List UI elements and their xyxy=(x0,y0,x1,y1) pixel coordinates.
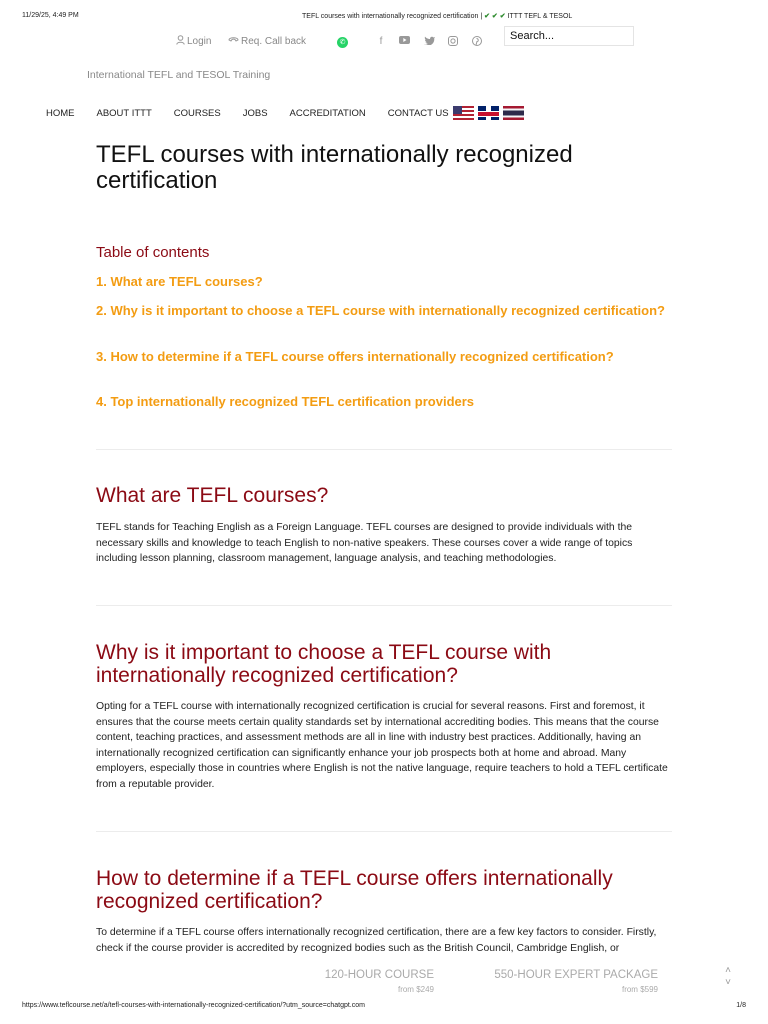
print-url: https://www.teflcourse.net/a/tefl-courses-with-internationally-recognized-certification/?utm_source=chatgpt.com xyxy=(22,1002,365,1009)
thailand-flag-icon[interactable] xyxy=(503,106,524,120)
package-price: from $599 xyxy=(621,985,658,994)
section-body: TEFL stands for Teaching English as a Foreign Language. TEFL courses are designed to provide individuals with the necessary skills and knowledge to teach English to non-native speakers. These courses cover a wide range of topics including lesson planning, classroom management, language analysis, and teaching methodologies. xyxy=(96,522,633,564)
print-datetime: 11/29/25, 4:49 PM xyxy=(22,12,79,19)
search-input[interactable] xyxy=(504,26,634,46)
section-body: Opting for a TEFL course with internationally recognized certification is crucial for several reasons. First and foremost, it ensures that the course meets certain quality standards set by international accrediting bodies. This means that the course content, teaching practices, and assessment methods are all in line with industry best practices. Additionally, having an internationally recognized certification can significantly enhance your job prospects both at home and abroad. Many employers, especially those in countries where English is not the native language, require teachers to hold a TEFL certificate from a reputable provider. xyxy=(96,701,668,790)
phone-icon xyxy=(228,35,239,48)
print-doc-title xyxy=(302,12,572,20)
toc-link-4[interactable]: 4. Top internationally recognized TEFL certification providers xyxy=(96,394,475,409)
check-icon: ✔ xyxy=(491,13,498,20)
pinterest-icon[interactable] xyxy=(470,36,484,49)
nav-about[interactable]: ABOUT ITTT xyxy=(96,107,152,119)
user-icon xyxy=(176,35,185,48)
youtube-icon[interactable] xyxy=(397,36,411,47)
chevron-down-icon[interactable]: ˅ xyxy=(725,977,731,988)
divider xyxy=(96,449,672,450)
section-heading: Why is it important to choose a TEFL course with internationally recognized certification? xyxy=(96,641,552,687)
chevron-up-icon[interactable]: ˄ xyxy=(725,965,731,976)
facebook-icon[interactable]: f xyxy=(379,36,383,47)
toc-link-3[interactable]: 3. How to determine if a TEFL course offers internationally recognized certification? xyxy=(96,349,614,364)
divider xyxy=(96,831,672,832)
uk-flag-icon[interactable] xyxy=(478,106,499,120)
nav-courses[interactable]: COURSES xyxy=(173,107,221,119)
course-package-bar xyxy=(0,960,768,1000)
whatsapp-icon[interactable]: ✆ xyxy=(337,37,348,48)
top-bar xyxy=(0,30,768,56)
package-scroller xyxy=(722,965,734,989)
nav-home[interactable]: HOME xyxy=(46,107,75,119)
twitter-icon[interactable] xyxy=(422,36,436,48)
print-doc-title-suffix: ITTT TEFL & TESOL xyxy=(507,13,573,20)
print-header xyxy=(22,12,746,24)
page-title: TEFL courses with internationally recognized certification xyxy=(96,141,573,194)
login-label: Login xyxy=(187,36,212,47)
check-icon: ✔ xyxy=(499,13,506,20)
nav-contact[interactable]: CONTACT US xyxy=(387,107,449,119)
nav-accreditation[interactable]: ACCREDITATION xyxy=(289,107,366,119)
toc-link-1[interactable]: 1. What are TEFL courses? xyxy=(96,274,263,289)
section-heading: How to determine if a TEFL course offers internationally recognized certification? xyxy=(96,867,613,913)
us-flag-icon[interactable] xyxy=(453,106,474,120)
login-link[interactable] xyxy=(176,35,211,48)
site-tagline: International TEFL and TESOL Training xyxy=(87,69,271,81)
request-callback-link[interactable] xyxy=(228,35,306,48)
nav-jobs[interactable]: JOBS xyxy=(242,107,268,119)
package-550-hour[interactable] xyxy=(478,969,658,994)
language-flags xyxy=(453,106,524,120)
print-doc-title-prefix: TEFL courses with internationally recognized certification | xyxy=(302,13,483,20)
package-price: from $249 xyxy=(397,985,434,994)
package-name: 550-HOUR EXPERT PACKAGE xyxy=(494,969,658,981)
instagram-icon[interactable] xyxy=(446,36,460,49)
print-page-number: 1/8 xyxy=(736,1002,746,1009)
callback-label: Req. Call back xyxy=(241,36,307,47)
divider xyxy=(96,605,672,606)
section-heading: What are TEFL courses? xyxy=(96,484,329,507)
toc-link-2[interactable]: 2. Why is it important to choose a TEFL course with internationally recognized certification? xyxy=(96,303,665,318)
toc-heading: Table of contents xyxy=(96,244,210,261)
package-120-hour[interactable] xyxy=(300,969,434,994)
check-icon: ✔ xyxy=(484,13,490,20)
print-footer xyxy=(22,1002,746,1014)
main-nav xyxy=(46,106,471,120)
section-body: To determine if a TEFL course offers internationally recognized certification, there are a few key factors to consider. Firstly, check if the course provider is accredited by recognized bodies such as the British Council, Cambridge English, or xyxy=(96,927,657,954)
package-name: 120-HOUR COURSE xyxy=(324,969,434,981)
